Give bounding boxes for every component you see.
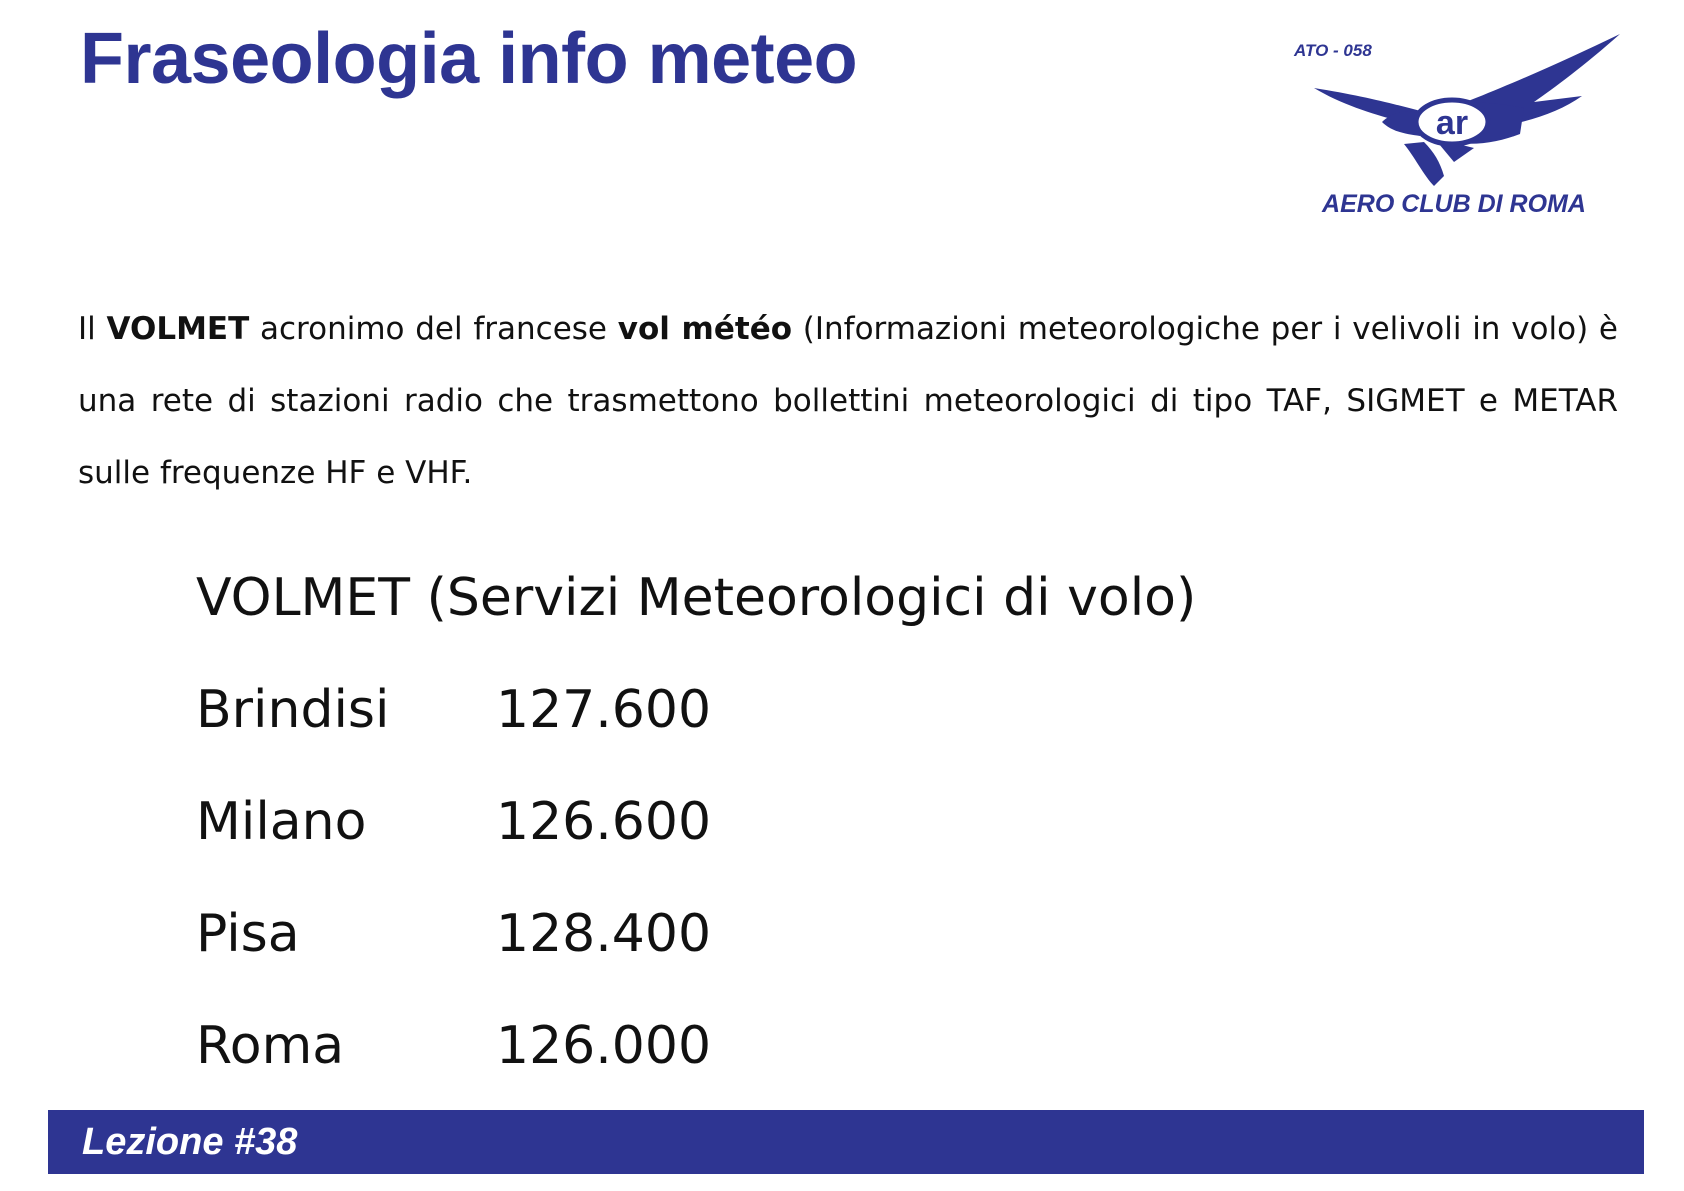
station-name: Pisa bbox=[196, 904, 300, 964]
logo-monogram: ar bbox=[1435, 104, 1469, 142]
station-row bbox=[196, 1008, 1196, 1120]
station-frequency: 127.600 bbox=[496, 680, 712, 740]
intro-text-3: (Informazioni meteorologiche per i velivoli in volo) è una rete di stazioni radio che trasmettono bollettini meteorologici di tipo TAF, SIGMET e METAR sulle frequenze HF e VHF. bbox=[78, 311, 1619, 491]
station-row bbox=[196, 896, 1196, 1008]
intro-paragraph bbox=[78, 293, 1618, 509]
intro-term: VOLMET bbox=[106, 311, 250, 347]
logo-code: ATO - 058 bbox=[1294, 41, 1372, 60]
aero-club-logo bbox=[1284, 26, 1624, 226]
monogram-icon bbox=[1416, 100, 1488, 144]
station-frequency: 128.400 bbox=[496, 904, 712, 964]
logo-name: AERO CLUB DI ROMA bbox=[1322, 190, 1586, 218]
intro-text-2: acronimo del francese bbox=[249, 311, 618, 347]
station-frequency: 126.000 bbox=[496, 1016, 712, 1076]
station-frequency: 126.600 bbox=[496, 792, 712, 852]
station-row bbox=[196, 784, 1196, 896]
footer-bar bbox=[48, 1110, 1644, 1174]
station-name: Roma bbox=[196, 1016, 345, 1076]
station-name: Brindisi bbox=[196, 680, 390, 740]
volmet-list bbox=[196, 560, 1196, 1120]
volmet-heading: VOLMET (Servizi Meteorologici di volo) bbox=[196, 568, 1197, 628]
station-row bbox=[196, 672, 1196, 784]
page-title: Fraseologia info meteo bbox=[80, 19, 858, 99]
intro-origin: vol météo bbox=[617, 311, 793, 347]
intro-text-1: Il bbox=[78, 311, 107, 347]
lesson-label: Lezione #38 bbox=[82, 1121, 298, 1163]
station-name: Milano bbox=[196, 792, 367, 852]
